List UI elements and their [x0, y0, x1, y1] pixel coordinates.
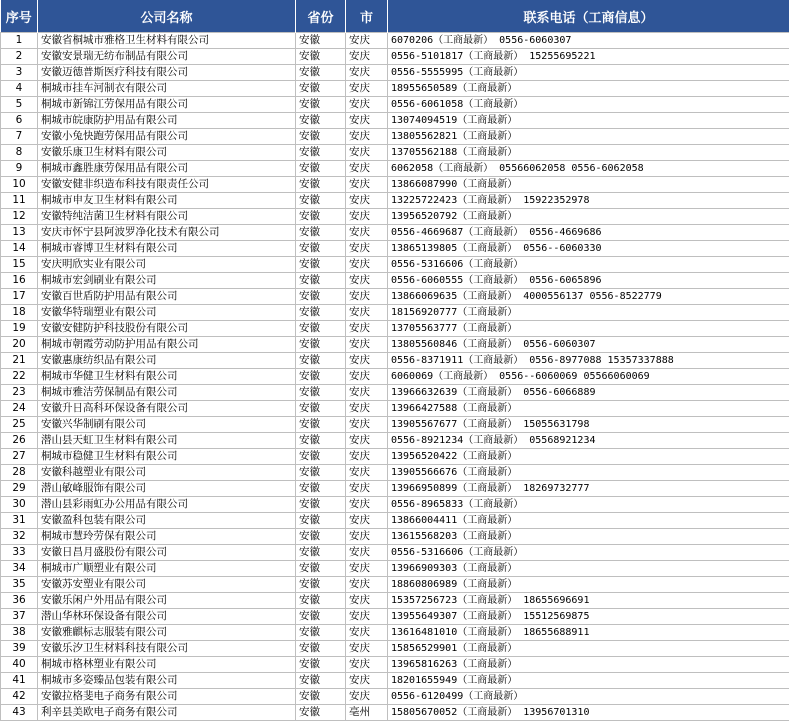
- cell-index[interactable]: 5: [1, 97, 38, 113]
- cell-company[interactable]: 桐城市宏剑刷业有限公司: [38, 273, 296, 289]
- cell-province[interactable]: 安徽: [296, 401, 346, 417]
- cell-city[interactable]: 安庆: [346, 305, 388, 321]
- cell-city[interactable]: 安庆: [346, 529, 388, 545]
- table-row[interactable]: [1, 465, 789, 481]
- table-row[interactable]: [1, 129, 789, 145]
- cell-company[interactable]: 安徽日昌月盛股份有限公司: [38, 545, 296, 561]
- cell-province[interactable]: 安徽: [296, 273, 346, 289]
- cell-phone[interactable]: 6060069（工商最新） 0556--6060069 05566060069: [388, 369, 789, 385]
- table-row[interactable]: [1, 545, 789, 561]
- table-row[interactable]: [1, 33, 789, 49]
- cell-index[interactable]: 41: [1, 673, 38, 689]
- cell-company[interactable]: 潜山县彩雨虹办公用品有限公司: [38, 497, 296, 513]
- table-row[interactable]: [1, 289, 789, 305]
- cell-province[interactable]: 安徽: [296, 689, 346, 705]
- cell-index[interactable]: 14: [1, 241, 38, 257]
- cell-city[interactable]: 安庆: [346, 257, 388, 273]
- cell-city[interactable]: 安庆: [346, 385, 388, 401]
- cell-province[interactable]: 安徽: [296, 545, 346, 561]
- cell-company[interactable]: 桐城市新锦江劳保用品有限公司: [38, 97, 296, 113]
- table-row[interactable]: [1, 65, 789, 81]
- cell-phone[interactable]: 13965816263（工商最新）: [388, 657, 789, 673]
- cell-index[interactable]: 10: [1, 177, 38, 193]
- cell-company[interactable]: 桐城市格林塑业有限公司: [38, 657, 296, 673]
- cell-city[interactable]: 安庆: [346, 289, 388, 305]
- cell-city[interactable]: 安庆: [346, 81, 388, 97]
- table-row[interactable]: [1, 161, 789, 177]
- cell-company[interactable]: 潜山县天虹卫生材料有限公司: [38, 433, 296, 449]
- cell-city[interactable]: 安庆: [346, 161, 388, 177]
- cell-city[interactable]: 安庆: [346, 225, 388, 241]
- cell-province[interactable]: 安徽: [296, 497, 346, 513]
- cell-city[interactable]: 安庆: [346, 545, 388, 561]
- cell-city[interactable]: 安庆: [346, 273, 388, 289]
- table-row[interactable]: [1, 305, 789, 321]
- cell-company[interactable]: 安徽乐闲户外用品有限公司: [38, 593, 296, 609]
- cell-index[interactable]: 27: [1, 449, 38, 465]
- cell-phone[interactable]: 6062058（工商最新） 05566062058 0556-6062058: [388, 161, 789, 177]
- cell-city[interactable]: 安庆: [346, 593, 388, 609]
- cell-index[interactable]: 7: [1, 129, 38, 145]
- cell-province[interactable]: 安徽: [296, 241, 346, 257]
- cell-city[interactable]: 安庆: [346, 113, 388, 129]
- cell-province[interactable]: 安徽: [296, 49, 346, 65]
- cell-index[interactable]: 19: [1, 321, 38, 337]
- cell-province[interactable]: 安徽: [296, 145, 346, 161]
- table-row[interactable]: [1, 49, 789, 65]
- cell-index[interactable]: 23: [1, 385, 38, 401]
- cell-company[interactable]: 桐城市挂车河制衣有限公司: [38, 81, 296, 97]
- cell-city[interactable]: 安庆: [346, 513, 388, 529]
- cell-phone[interactable]: 0556-8921234（工商最新） 05568921234: [388, 433, 789, 449]
- cell-index[interactable]: 9: [1, 161, 38, 177]
- cell-city[interactable]: 安庆: [346, 321, 388, 337]
- cell-index[interactable]: 43: [1, 705, 38, 721]
- cell-city[interactable]: 安庆: [346, 49, 388, 65]
- table-row[interactable]: [1, 385, 789, 401]
- header-row: [1, 0, 789, 33]
- table-row[interactable]: [1, 273, 789, 289]
- cell-phone[interactable]: 13966909303（工商最新）: [388, 561, 789, 577]
- cell-province[interactable]: 安徽: [296, 673, 346, 689]
- cell-index[interactable]: 40: [1, 657, 38, 673]
- cell-company[interactable]: 安徽雅麒标志服装有限公司: [38, 625, 296, 641]
- cell-phone[interactable]: 18860806989（工商最新）: [388, 577, 789, 593]
- cell-company[interactable]: 安徽百世盾防护用品有限公司: [38, 289, 296, 305]
- cell-province[interactable]: 安徽: [296, 641, 346, 657]
- cell-index[interactable]: 16: [1, 273, 38, 289]
- cell-company[interactable]: 安徽升日高科环保设备有限公司: [38, 401, 296, 417]
- header-index[interactable]: 序号: [1, 0, 38, 33]
- cell-phone[interactable]: 18156920777（工商最新）: [388, 305, 789, 321]
- cell-phone[interactable]: 0556-8371911（工商最新） 0556-8977088 15357337888: [388, 353, 789, 369]
- cell-company[interactable]: 安徽盈科包装有限公司: [38, 513, 296, 529]
- cell-index[interactable]: 24: [1, 401, 38, 417]
- cell-company[interactable]: 安庆市怀宁县阿波罗净化技术有限公司: [38, 225, 296, 241]
- cell-province[interactable]: 安徽: [296, 305, 346, 321]
- cell-phone[interactable]: 0556-8965833（工商最新）: [388, 497, 789, 513]
- cell-index[interactable]: 31: [1, 513, 38, 529]
- cell-city[interactable]: 安庆: [346, 97, 388, 113]
- cell-phone[interactable]: 13074094519（工商最新）: [388, 113, 789, 129]
- cell-city[interactable]: 安庆: [346, 209, 388, 225]
- cell-province[interactable]: 安徽: [296, 33, 346, 49]
- cell-province[interactable]: 安徽: [296, 65, 346, 81]
- cell-phone[interactable]: 15357256723（工商最新） 18655696691: [388, 593, 789, 609]
- cell-phone[interactable]: 0556-6120499（工商最新）: [388, 689, 789, 705]
- cell-phone[interactable]: 13225722423（工商最新） 15922352978: [388, 193, 789, 209]
- table-row[interactable]: [1, 513, 789, 529]
- cell-city[interactable]: 安庆: [346, 193, 388, 209]
- cell-phone[interactable]: 15856529901（工商最新）: [388, 641, 789, 657]
- cell-company[interactable]: 桐城市广顺塑业有限公司: [38, 561, 296, 577]
- table-row[interactable]: [1, 641, 789, 657]
- cell-index[interactable]: 29: [1, 481, 38, 497]
- cell-province[interactable]: 安徽: [296, 561, 346, 577]
- table-row[interactable]: [1, 625, 789, 641]
- cell-phone[interactable]: 13805562821（工商最新）: [388, 129, 789, 145]
- table-row[interactable]: [1, 353, 789, 369]
- cell-province[interactable]: 安徽: [296, 225, 346, 241]
- cell-company[interactable]: 安徽乐汐卫生材料科技有限公司: [38, 641, 296, 657]
- cell-company[interactable]: 桐城市睿博卫生材料有限公司: [38, 241, 296, 257]
- cell-company[interactable]: 潜山华林环保设备有限公司: [38, 609, 296, 625]
- table-row[interactable]: [1, 113, 789, 129]
- cell-phone[interactable]: 0556-5316606（工商最新）: [388, 257, 789, 273]
- table-row[interactable]: [1, 561, 789, 577]
- cell-phone[interactable]: 13705562188（工商最新）: [388, 145, 789, 161]
- table-row[interactable]: [1, 193, 789, 209]
- cell-phone[interactable]: 13866004411（工商最新）: [388, 513, 789, 529]
- cell-company[interactable]: 桐城市稳健卫生材料有限公司: [38, 449, 296, 465]
- cell-city[interactable]: 安庆: [346, 401, 388, 417]
- cell-index[interactable]: 33: [1, 545, 38, 561]
- cell-city[interactable]: 安庆: [346, 337, 388, 353]
- cell-phone[interactable]: 13866087990（工商最新）: [388, 177, 789, 193]
- table-row[interactable]: [1, 225, 789, 241]
- cell-company[interactable]: 潜山敏峰服饰有限公司: [38, 481, 296, 497]
- cell-province[interactable]: 安徽: [296, 177, 346, 193]
- table-row[interactable]: [1, 417, 789, 433]
- cell-province[interactable]: 安徽: [296, 465, 346, 481]
- cell-city[interactable]: 安庆: [346, 353, 388, 369]
- cell-index[interactable]: 2: [1, 49, 38, 65]
- cell-phone[interactable]: 0556-4669687（工商最新） 0556-4669686: [388, 225, 789, 241]
- cell-index[interactable]: 26: [1, 433, 38, 449]
- cell-phone[interactable]: 13905566676（工商最新）: [388, 465, 789, 481]
- cell-phone[interactable]: 13956520422（工商最新）: [388, 449, 789, 465]
- table-row[interactable]: [1, 369, 789, 385]
- cell-company[interactable]: 安徽苏安塑业有限公司: [38, 577, 296, 593]
- cell-company[interactable]: 安徽安景瑞无纺布制品有限公司: [38, 49, 296, 65]
- cell-province[interactable]: 安徽: [296, 289, 346, 305]
- cell-phone[interactable]: 0556-5555995（工商最新）: [388, 65, 789, 81]
- cell-city[interactable]: 安庆: [346, 465, 388, 481]
- cell-province[interactable]: 安徽: [296, 449, 346, 465]
- cell-company[interactable]: 安徽小兔快跑劳保用品有限公司: [38, 129, 296, 145]
- cell-city[interactable]: 安庆: [346, 481, 388, 497]
- cell-phone[interactable]: 13966427588（工商最新）: [388, 401, 789, 417]
- cell-city[interactable]: 安庆: [346, 609, 388, 625]
- cell-province[interactable]: 安徽: [296, 481, 346, 497]
- cell-phone[interactable]: 6070206（工商最新） 0556-6060307: [388, 33, 789, 49]
- header-city[interactable]: 市: [346, 0, 388, 33]
- cell-province[interactable]: 安徽: [296, 321, 346, 337]
- table-row[interactable]: [1, 209, 789, 225]
- cell-company[interactable]: 安徽科越塑业有限公司: [38, 465, 296, 481]
- header-company[interactable]: 公司名称: [38, 0, 296, 33]
- cell-city[interactable]: 安庆: [346, 433, 388, 449]
- table-row[interactable]: [1, 97, 789, 113]
- cell-index[interactable]: 1: [1, 33, 38, 49]
- cell-index[interactable]: 17: [1, 289, 38, 305]
- cell-province[interactable]: 安徽: [296, 529, 346, 545]
- cell-index[interactable]: 30: [1, 497, 38, 513]
- cell-index[interactable]: 12: [1, 209, 38, 225]
- cell-company[interactable]: 安徽省桐城市雅格卫生材料有限公司: [38, 33, 296, 49]
- cell-index[interactable]: 37: [1, 609, 38, 625]
- cell-province[interactable]: 安徽: [296, 209, 346, 225]
- cell-city[interactable]: 安庆: [346, 577, 388, 593]
- cell-city[interactable]: 亳州: [346, 705, 388, 721]
- cell-city[interactable]: 安庆: [346, 449, 388, 465]
- cell-phone[interactable]: 13866069635（工商最新） 4000556137 0556-8522779: [388, 289, 789, 305]
- table-row[interactable]: [1, 401, 789, 417]
- cell-index[interactable]: 21: [1, 353, 38, 369]
- cell-company[interactable]: 安徽安健非织造布科技有限责任公司: [38, 177, 296, 193]
- table-row[interactable]: [1, 241, 789, 257]
- cell-province[interactable]: 安徽: [296, 369, 346, 385]
- table-body: [1, 33, 789, 721]
- cell-index[interactable]: 3: [1, 65, 38, 81]
- cell-phone[interactable]: 13966632639（工商最新） 0556-6066889: [388, 385, 789, 401]
- table-row[interactable]: [1, 337, 789, 353]
- cell-city[interactable]: 安庆: [346, 145, 388, 161]
- cell-province[interactable]: 安徽: [296, 657, 346, 673]
- table-row[interactable]: [1, 593, 789, 609]
- cell-city[interactable]: 安庆: [346, 65, 388, 81]
- cell-city[interactable]: 安庆: [346, 561, 388, 577]
- table-row[interactable]: [1, 705, 789, 721]
- cell-phone[interactable]: 13615568203（工商最新）: [388, 529, 789, 545]
- cell-city[interactable]: 安庆: [346, 369, 388, 385]
- cell-phone[interactable]: 13865139805（工商最新） 0556--6060330: [388, 241, 789, 257]
- table-row[interactable]: [1, 609, 789, 625]
- cell-phone[interactable]: 15805670052（工商最新） 13956701310: [388, 705, 789, 721]
- cell-city[interactable]: 安庆: [346, 129, 388, 145]
- cell-index[interactable]: 8: [1, 145, 38, 161]
- cell-company[interactable]: 桐城市慧玲劳保有限公司: [38, 529, 296, 545]
- cell-index[interactable]: 22: [1, 369, 38, 385]
- cell-company[interactable]: 安徽拉格斐电子商务有限公司: [38, 689, 296, 705]
- cell-index[interactable]: 38: [1, 625, 38, 641]
- cell-company[interactable]: 桐城市鑫胜康劳保用品有限公司: [38, 161, 296, 177]
- cell-province[interactable]: 安徽: [296, 193, 346, 209]
- table-row[interactable]: [1, 449, 789, 465]
- cell-phone[interactable]: 0556-5101817（工商最新） 15255695221: [388, 49, 789, 65]
- header-phone[interactable]: 联系电话（工商信息）: [388, 0, 789, 33]
- cell-index[interactable]: 6: [1, 113, 38, 129]
- cell-city[interactable]: 安庆: [346, 641, 388, 657]
- cell-phone[interactable]: 0556-6061058（工商最新）: [388, 97, 789, 113]
- cell-province[interactable]: 安徽: [296, 97, 346, 113]
- cell-phone[interactable]: 13956520792（工商最新）: [388, 209, 789, 225]
- table-row[interactable]: [1, 177, 789, 193]
- cell-city[interactable]: 安庆: [346, 673, 388, 689]
- cell-company[interactable]: 桐城市多姿臻品包装有限公司: [38, 673, 296, 689]
- cell-city[interactable]: 安庆: [346, 33, 388, 49]
- cell-city[interactable]: 安庆: [346, 657, 388, 673]
- cell-company[interactable]: 安徽惠康纺织品有限公司: [38, 353, 296, 369]
- cell-index[interactable]: 18: [1, 305, 38, 321]
- table-row[interactable]: [1, 81, 789, 97]
- cell-province[interactable]: 安徽: [296, 625, 346, 641]
- cell-province[interactable]: 安徽: [296, 609, 346, 625]
- cell-phone[interactable]: 13616481010（工商最新） 18655688911: [388, 625, 789, 641]
- header-province[interactable]: 省份: [296, 0, 346, 33]
- cell-city[interactable]: 安庆: [346, 241, 388, 257]
- cell-company[interactable]: 安徽特纯洁菌卫生材料有限公司: [38, 209, 296, 225]
- cell-phone[interactable]: 13955649307（工商最新） 15512569875: [388, 609, 789, 625]
- cell-company[interactable]: 安徽迈德普斯医疗科技有限公司: [38, 65, 296, 81]
- cell-index[interactable]: 39: [1, 641, 38, 657]
- cell-phone[interactable]: 13966950899（工商最新） 18269732777: [388, 481, 789, 497]
- cell-province[interactable]: 安徽: [296, 417, 346, 433]
- table-row[interactable]: [1, 321, 789, 337]
- cell-company[interactable]: 安徽华特瑞塑业有限公司: [38, 305, 296, 321]
- cell-company[interactable]: 安庆明欣实业有限公司: [38, 257, 296, 273]
- cell-province[interactable]: 安徽: [296, 385, 346, 401]
- cell-index[interactable]: 28: [1, 465, 38, 481]
- cell-index[interactable]: 11: [1, 193, 38, 209]
- table-row[interactable]: [1, 657, 789, 673]
- cell-company[interactable]: 桐城市申友卫生材料有限公司: [38, 193, 296, 209]
- cell-province[interactable]: 安徽: [296, 161, 346, 177]
- cell-province[interactable]: 安徽: [296, 705, 346, 721]
- cell-province[interactable]: 安徽: [296, 113, 346, 129]
- table-row[interactable]: [1, 673, 789, 689]
- table-row[interactable]: [1, 481, 789, 497]
- cell-province[interactable]: 安徽: [296, 129, 346, 145]
- table-row[interactable]: [1, 145, 789, 161]
- cell-province[interactable]: 安徽: [296, 577, 346, 593]
- cell-company[interactable]: 桐城市皖康防护用品有限公司: [38, 113, 296, 129]
- cell-province[interactable]: 安徽: [296, 337, 346, 353]
- cell-index[interactable]: 15: [1, 257, 38, 273]
- cell-province[interactable]: 安徽: [296, 257, 346, 273]
- cell-index[interactable]: 35: [1, 577, 38, 593]
- cell-index[interactable]: 34: [1, 561, 38, 577]
- cell-province[interactable]: 安徽: [296, 81, 346, 97]
- cell-index[interactable]: 32: [1, 529, 38, 545]
- table-row[interactable]: [1, 689, 789, 705]
- cell-phone[interactable]: 13905567677（工商最新） 15055631798: [388, 417, 789, 433]
- cell-company[interactable]: 利辛县美欧电子商务有限公司: [38, 705, 296, 721]
- table-row[interactable]: [1, 257, 789, 273]
- cell-phone[interactable]: 18201655949（工商最新）: [388, 673, 789, 689]
- cell-index[interactable]: 36: [1, 593, 38, 609]
- cell-city[interactable]: 安庆: [346, 625, 388, 641]
- cell-index[interactable]: 4: [1, 81, 38, 97]
- table-row[interactable]: [1, 577, 789, 593]
- cell-phone[interactable]: 0556-6060555（工商最新） 0556-6065896: [388, 273, 789, 289]
- cell-phone[interactable]: 13705563777（工商最新）: [388, 321, 789, 337]
- cell-province[interactable]: 安徽: [296, 353, 346, 369]
- cell-province[interactable]: 安徽: [296, 513, 346, 529]
- cell-city[interactable]: 安庆: [346, 689, 388, 705]
- cell-city[interactable]: 安庆: [346, 497, 388, 513]
- cell-city[interactable]: 安庆: [346, 417, 388, 433]
- table-row[interactable]: [1, 497, 789, 513]
- table-row[interactable]: [1, 433, 789, 449]
- cell-index[interactable]: 20: [1, 337, 38, 353]
- cell-company[interactable]: 安徽兴华制刷有限公司: [38, 417, 296, 433]
- cell-city[interactable]: 安庆: [346, 177, 388, 193]
- cell-index[interactable]: 13: [1, 225, 38, 241]
- cell-company[interactable]: 安徽乐康卫生材料有限公司: [38, 145, 296, 161]
- cell-phone[interactable]: 0556-5316606（工商最新）: [388, 545, 789, 561]
- cell-province[interactable]: 安徽: [296, 433, 346, 449]
- cell-index[interactable]: 42: [1, 689, 38, 705]
- cell-company[interactable]: 桐城市朝霞劳动防护用品有限公司: [38, 337, 296, 353]
- cell-company[interactable]: 桐城市雅洁劳保制品有限公司: [38, 385, 296, 401]
- cell-phone[interactable]: 13805560846（工商最新） 0556-6060307: [388, 337, 789, 353]
- cell-phone[interactable]: 18955650589（工商最新）: [388, 81, 789, 97]
- cell-index[interactable]: 25: [1, 417, 38, 433]
- table-row[interactable]: [1, 529, 789, 545]
- cell-province[interactable]: 安徽: [296, 593, 346, 609]
- cell-company[interactable]: 桐城市华健卫生材料有限公司: [38, 369, 296, 385]
- cell-company[interactable]: 安徽安健防护科技股份有限公司: [38, 321, 296, 337]
